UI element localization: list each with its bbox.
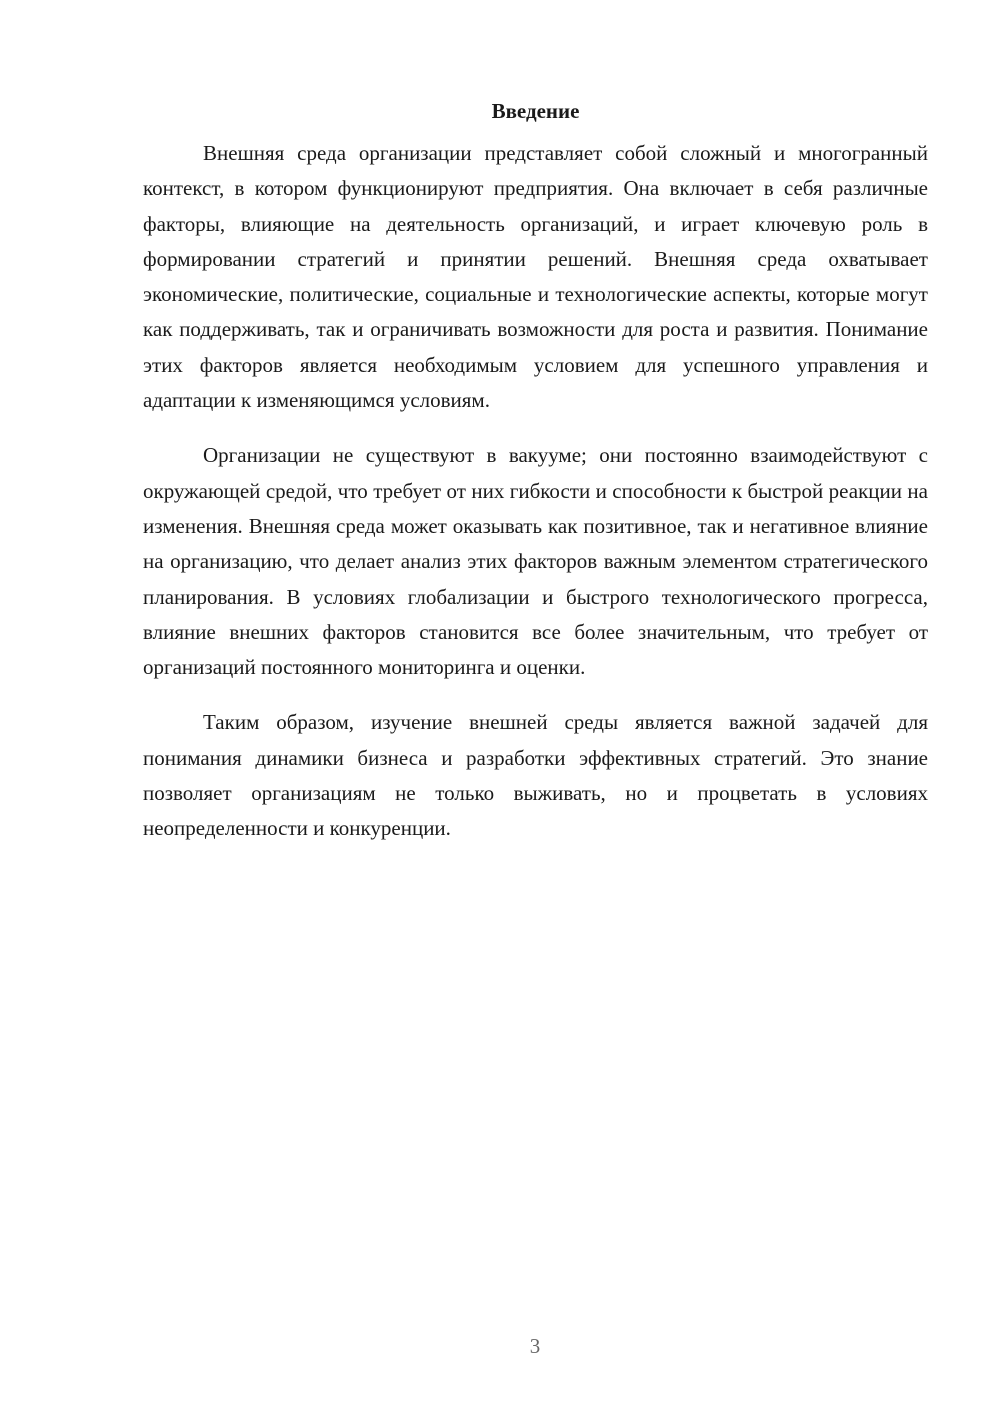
section-title: Введение	[491, 99, 580, 123]
paragraph-1: Внешняя среда организации представляет собой сложный и многогранный контекст, в котором функционируют предприятия. Она включает в себя различные факторы, влияющие на деятельность организаций, и играет ключевую роль в формировании стратегий и принятии решений. Внешняя среда охватывает экономические, политические, социальные и технологические аспекты, которые могут как поддерживать, так и ограничивать возможности для роста и развития. Понимание этих факторов является необходимым условием для успешного управления и адаптации к изменяющимся условиям.	[143, 141, 928, 413]
page-content	[143, 96, 928, 867]
paragraph-2: Организации не существуют в вакууме; они постоянно взаимодействуют с окружающей средой, что требует от них гибкости и способности к быстрой реакции на изменения. Внешняя среда может оказывать как позитивное, так и негативное влияние на организацию, что делает анализ этих факторов важным элементом стратегического планирования. В условиях глобализации и быстрого технологического прогресса, влияние внешних факторов становится все более значительным, что требует от организаций постоянного мониторинга и оценки.	[143, 443, 928, 680]
paragraph-3: Таким образом, изучение внешней среды является важной задачей для понимания динамики бизнеса и разработки эффективных стратегий. Это знание позволяет организациям не только выживать, но и процветать в условиях неопределенности и конкуренции.	[143, 710, 928, 841]
page-number: 3	[529, 1334, 541, 1358]
